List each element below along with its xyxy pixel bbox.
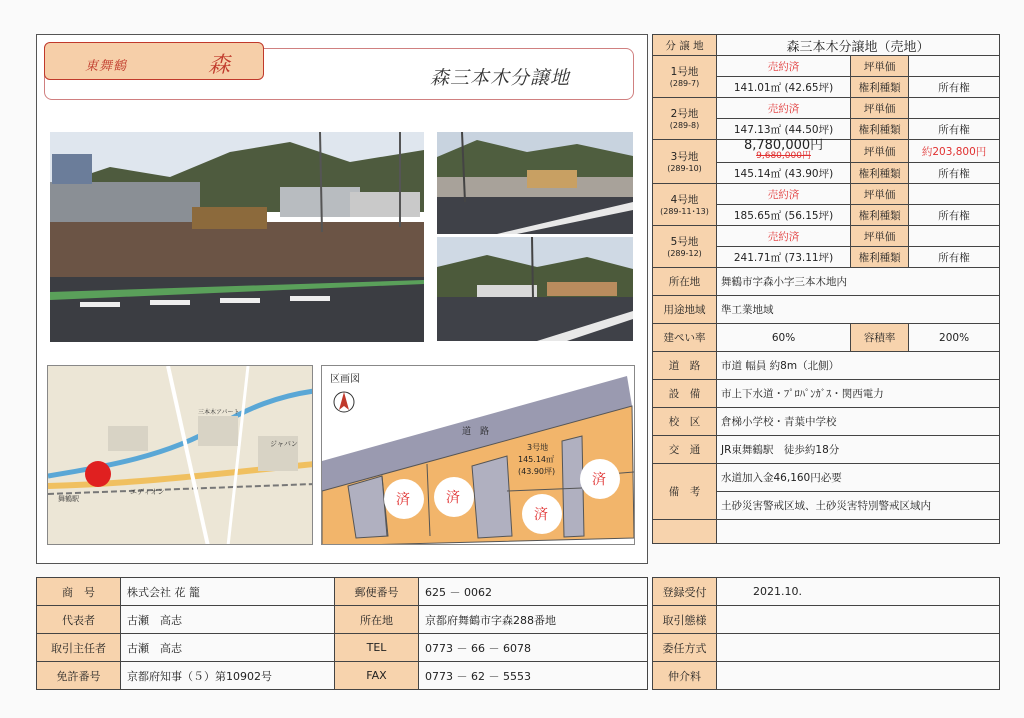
mode-label: 取引態様: [653, 606, 717, 634]
lot-name: 5号地 (289-12): [653, 226, 717, 268]
zoning-label: 用途地域: [653, 296, 717, 324]
north-arrow-icon: [334, 392, 354, 412]
svg-text:済: 済: [592, 472, 606, 488]
header-label: 分 譲 地: [653, 35, 717, 56]
notes-label: 備 考: [653, 464, 717, 520]
bcr-label: 建ぺい率: [653, 324, 717, 352]
mode-value: [717, 606, 1000, 634]
company-label: 商 号: [37, 578, 121, 606]
transport-value: JR東舞鶴駅 徒歩約18分: [717, 436, 1000, 464]
district-label: 東舞鶴: [85, 59, 128, 74]
road-label: 道 路: [653, 352, 717, 380]
notes-line-2: 土砂災害警戒区域、土砂災害特別警戒区域内: [717, 492, 1000, 520]
right-label: 権利種類: [851, 163, 909, 184]
lot-price: [909, 226, 1000, 247]
broker-label: 仲介料: [653, 662, 717, 690]
location-label: 所在地: [653, 268, 717, 296]
area-tag: [44, 42, 264, 80]
far-value: 200%: [909, 324, 1000, 352]
lot-area: 145.14㎡ (43.90坪): [717, 163, 851, 184]
svg-text:済: 済: [396, 492, 410, 508]
plot-lot3-label: 3号地: [527, 443, 549, 452]
lot-area: 241.71㎡ (73.11坪): [717, 247, 851, 268]
sold-mark: [434, 477, 474, 517]
right-value: 所有権: [909, 77, 1000, 98]
transport-label: 交 通: [653, 436, 717, 464]
sold-mark: [384, 479, 424, 519]
utility-label: 設 備: [653, 380, 717, 408]
lot-status: 売約済: [717, 184, 851, 205]
company-value: 株式会社 花 籠: [121, 578, 335, 606]
lot-price: [909, 98, 1000, 119]
site-photo-main: [50, 132, 424, 342]
location-map: [47, 365, 313, 545]
lot-status: 売約済: [717, 56, 851, 77]
right-label: 権利種類: [851, 77, 909, 98]
plot-plan-label: 区画図: [330, 374, 360, 385]
sold-mark: [522, 494, 562, 534]
tel-value: 0773 － 66 － 6078: [419, 634, 648, 662]
postal-value: 625 － 0062: [419, 578, 648, 606]
school-value: 倉梯小学校・青葉中学校: [717, 408, 1000, 436]
utility-value: 市上下水道・ﾌﾟﾛﾊﾟﾝｶﾞｽ・関西電力: [717, 380, 1000, 408]
plot-lot3-area: 145.14㎡: [518, 455, 554, 464]
registration-table: [652, 577, 1000, 690]
broker-value: [717, 662, 1000, 690]
site-photo-top-right: [437, 132, 633, 234]
svg-text:済: 済: [446, 490, 460, 506]
plot-road-label: 道 路: [462, 427, 490, 437]
lot-name: 1号地 (289-7): [653, 56, 717, 98]
manager-label: 取引主任者: [37, 634, 121, 662]
lot-price: 約203,800円: [909, 140, 1000, 163]
lot-price: [909, 184, 1000, 205]
lot-name: 2号地 (289-8): [653, 98, 717, 140]
map-label-station: 舞鶴駅: [58, 495, 79, 503]
reg-label: 登録受付: [653, 578, 717, 606]
right-label: 権利種類: [851, 205, 909, 226]
postal-label: 郵便番号: [335, 578, 419, 606]
map-label-store1: エディオン: [130, 488, 165, 496]
price-label: 坪単価: [851, 140, 909, 163]
right-label: 権利種類: [851, 119, 909, 140]
header-value: 森三本木分譲地（売地）: [717, 35, 1000, 56]
plot-lot3-tsubo: (43.90坪): [518, 467, 556, 476]
road-value: 市道 幅員 約8m（北側）: [717, 352, 1000, 380]
tel-label: TEL: [335, 634, 419, 662]
address-value: 京都府舞鶴市字森288番地: [419, 606, 648, 634]
far-label: 容積率: [851, 324, 909, 352]
location-value: 舞鶴市字森小字三本木地内: [717, 268, 1000, 296]
plot-plan: [321, 365, 635, 545]
agent-table: [36, 577, 648, 690]
price-label: 坪単価: [851, 184, 909, 205]
contract-value: [717, 634, 1000, 662]
lot-price: [909, 56, 1000, 77]
lot-status: 売約済: [717, 226, 851, 247]
zoning-value: 準工業地域: [717, 296, 1000, 324]
map-label-other: 三本木アパート: [198, 409, 240, 416]
lot-price-struck: 9,680,000円: [756, 151, 811, 161]
fax-label: FAX: [335, 662, 419, 690]
lot-area: 185.65㎡ (56.15坪): [717, 205, 851, 226]
reg-value: 2021.10.: [717, 578, 1000, 606]
bcr-value: 60%: [717, 324, 851, 352]
lot-price-cell: [717, 140, 851, 163]
lot-name: 3号地 (289-10): [653, 140, 717, 184]
lot-area: 141.01㎡ (42.65坪): [717, 77, 851, 98]
price-label: 坪単価: [851, 56, 909, 77]
rep-label: 代表者: [37, 606, 121, 634]
right-value: 所有権: [909, 119, 1000, 140]
address-label: 所在地: [335, 606, 419, 634]
manager-value: 古瀬 高志: [121, 634, 335, 662]
town-label: 森: [208, 53, 231, 78]
fax-value: 0773 － 62 － 5553: [419, 662, 648, 690]
right-value: 所有権: [909, 205, 1000, 226]
right-value: 所有権: [909, 163, 1000, 184]
right-label: 権利種類: [851, 247, 909, 268]
sold-mark: [580, 459, 620, 499]
notes-line-1: 水道加入金46,160円必要: [717, 464, 1000, 492]
right-value: 所有権: [909, 247, 1000, 268]
lot-name: 4号地 (289-11･13): [653, 184, 717, 226]
page-title: 森三本木分譲地: [430, 67, 571, 89]
rep-value: 古瀬 高志: [121, 606, 335, 634]
license-value: 京都府知事（５）第10902号: [121, 662, 335, 690]
lot-price-handwritten: 8,780,000円: [743, 138, 824, 153]
price-label: 坪単価: [851, 98, 909, 119]
price-label: 坪単価: [851, 226, 909, 247]
lot-status: 売約済: [717, 98, 851, 119]
contract-label: 委任方式: [653, 634, 717, 662]
license-label: 免許番号: [37, 662, 121, 690]
lot-area: 147.13㎡ (44.50坪): [717, 119, 851, 140]
svg-text:済: 済: [534, 507, 548, 523]
school-label: 校 区: [653, 408, 717, 436]
site-photo-bottom-right: [437, 237, 633, 341]
property-table: [652, 34, 1000, 544]
map-label-store2: ジャパン: [270, 440, 298, 448]
